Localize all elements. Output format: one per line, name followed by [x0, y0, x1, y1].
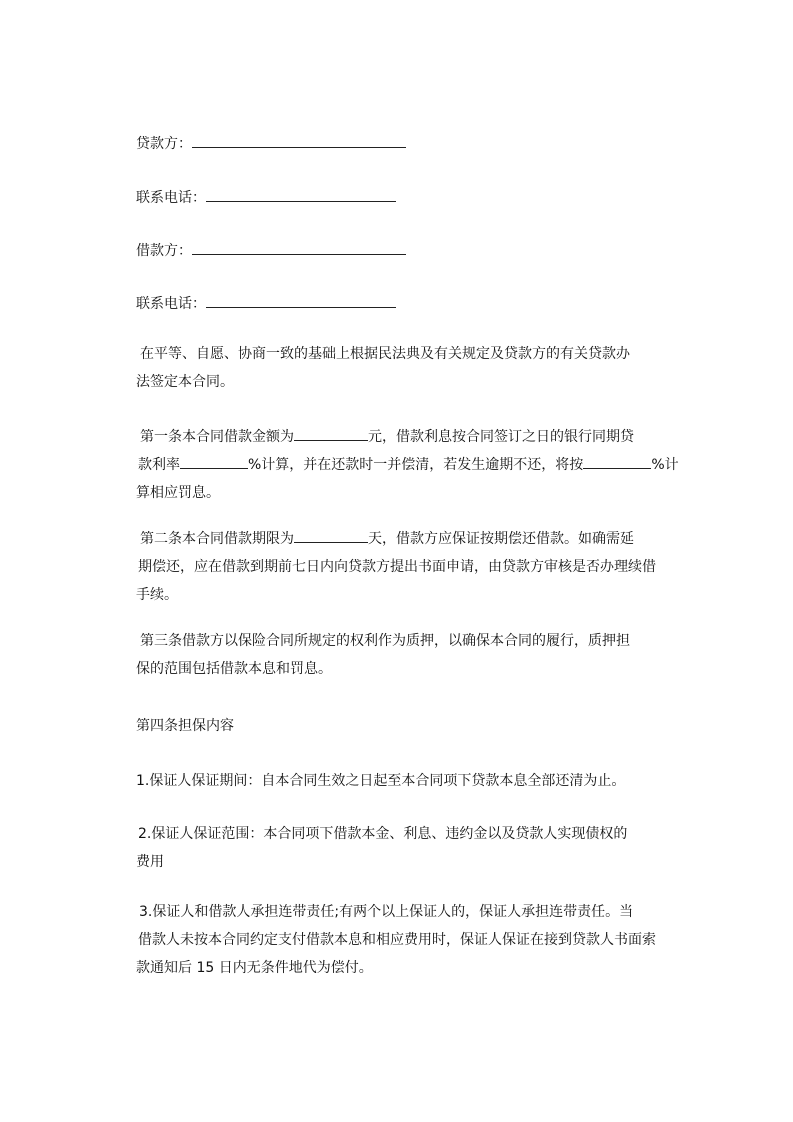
article-1-line-2 — [136, 451, 701, 479]
article-1-text-a: 第一条本合同借款金额为 — [140, 429, 294, 445]
item-2-line-1: 2.保证人保证范围：本合同项下借款本金、利息、违约金以及贷款人实现债权的 — [138, 826, 628, 842]
lender-blank[interactable] — [192, 133, 406, 148]
lender-phone-line — [136, 187, 396, 208]
article-2-line-2: 期偿还，应在借款到期前七日内向贷款方提出书面申请，由贷款方审核是否办理续借 — [138, 559, 656, 575]
loan-amount-blank[interactable] — [294, 426, 368, 441]
article-4-item-1 — [136, 767, 701, 795]
item-3-line-2: 借款人未按本合同约定支付借款本息和相应费用时，保证人保证在接到贷款人书面索 — [138, 932, 656, 948]
lender-label: 贷款方： — [136, 136, 192, 152]
article-2-line-3: 手续。 — [136, 587, 178, 603]
intro-line-2: 法签定本合同。 — [136, 374, 234, 390]
borrower-phone-label: 联系电话： — [136, 296, 206, 312]
loan-term-blank[interactable] — [294, 528, 368, 543]
item-1-line-1: 1.保证人保证期间：自本合同生效之日起至本合同项下贷款本息全部还清为止。 — [136, 773, 626, 789]
article-4-item-2 — [136, 820, 701, 876]
lender-phone-label: 联系电话： — [136, 190, 206, 206]
item-3-line-3: 款通知后 15 日内无条件地代为偿付。 — [136, 960, 373, 976]
article-2-text-b: 天，借款方应保证按期偿还借款。如确需延 — [368, 531, 634, 547]
article-1-text-c: 款利率 — [138, 457, 180, 473]
article-1-line-3: 算相应罚息。 — [136, 485, 220, 501]
article-2 — [136, 525, 701, 609]
article-1 — [136, 423, 701, 507]
intro-paragraph — [136, 340, 701, 396]
borrower-blank[interactable] — [192, 240, 406, 255]
item-2-line-2: 费用 — [136, 854, 164, 870]
article-3-line-1: 第三条借款方以保险合同所规定的权利作为质押，以确保本合同的履行，质押担 — [140, 633, 630, 649]
interest-rate-blank[interactable] — [180, 454, 248, 469]
borrower-line — [136, 240, 406, 261]
article-4-item-3 — [136, 898, 701, 982]
article-1-text-e: %计 — [651, 457, 679, 473]
article-2-line-1 — [136, 525, 701, 553]
article-1-text-b: 元，借款利息按合同签订之日的银行同期贷 — [368, 429, 634, 445]
intro-line-1: 在平等、自愿、协商一致的基础上根据民法典及有关规定及贷款方的有关贷款办 — [140, 346, 630, 362]
article-3-line-2: 保的范围包括借款本息和罚息。 — [136, 661, 332, 677]
article-4-title: 第四条担保内容 — [136, 718, 234, 734]
borrower-phone-line — [136, 293, 396, 314]
item-3-line-1: 3.保证人和借款人承担连带责任;有两个以上保证人的，保证人承担连带责任。当 — [139, 904, 634, 920]
article-1-line-1 — [136, 423, 701, 451]
article-2-text-a: 第二条本合同借款期限为 — [140, 531, 294, 547]
lender-phone-blank[interactable] — [206, 187, 396, 202]
lender-line — [136, 133, 406, 154]
borrower-phone-blank[interactable] — [206, 293, 396, 308]
article-1-text-d: %计算，并在还款时一并偿清，若发生逾期不还，将按 — [248, 457, 584, 473]
borrower-label: 借款方： — [136, 243, 192, 259]
penalty-rate-blank[interactable] — [583, 454, 651, 469]
article-3 — [136, 627, 701, 683]
